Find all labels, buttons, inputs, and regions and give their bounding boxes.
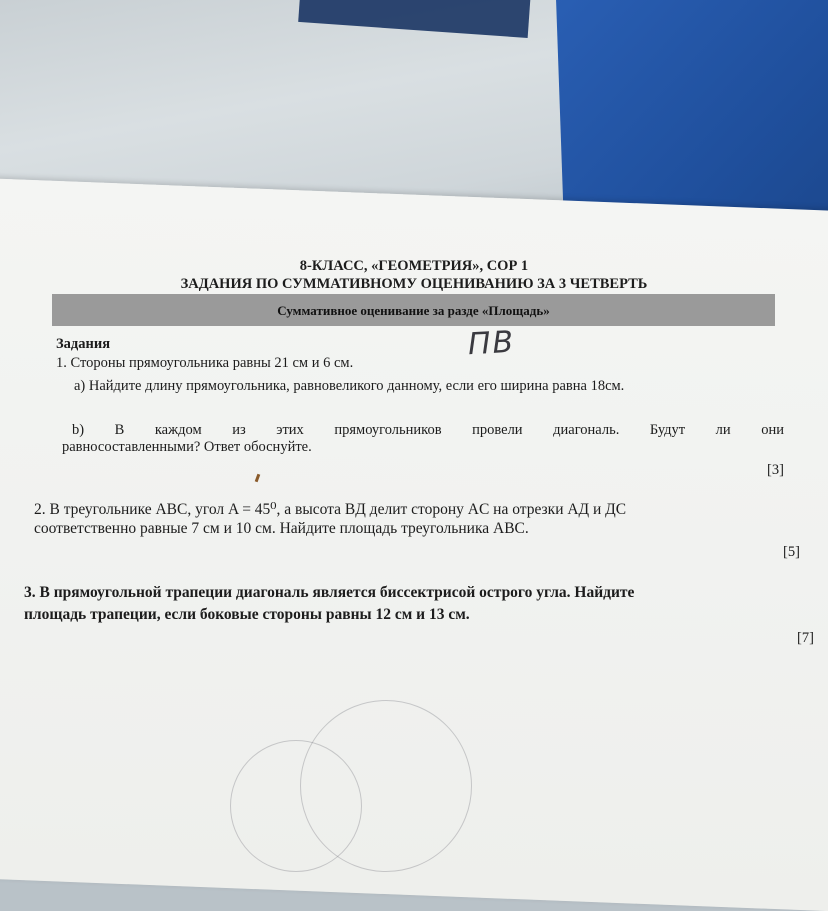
task2-line2: соответственно равные 7 см и 10 см. Найдите площадь треугольника ABC.: [34, 520, 529, 537]
task3-line1: 3. В прямоугольной трапеции диагональ является биссектрисой острого угла. Найдите: [24, 584, 635, 601]
task1-score: [3]: [767, 462, 784, 478]
task3-score: [7]: [797, 630, 814, 646]
task1-part-a: а) Найдите длину прямоугольника, равновеликого данному, если его ширина равна 18см.: [74, 378, 625, 394]
header-subtitle: ЗАДАНИЯ ПО СУММАТИВНОМУ ОЦЕНИВАНИЮ ЗА 3 ЧЕТВЕРТЬ: [180, 276, 648, 292]
task1-part-b-line1: b) В каждом из этих прямоугольников провели диагональ. Будут ли они: [72, 422, 784, 438]
pen-mark: [255, 474, 261, 483]
task3-line2: площадь трапеции, если боковые стороны равны 12 см и 13 см.: [24, 606, 470, 623]
task2-line1: 2. В треугольнике ABC, угол A = 45⁰, а высота BД делит сторону AC на отрезки AД и ДC: [34, 501, 627, 518]
handwritten-note: ΠВ: [467, 324, 517, 363]
bleed-through-arc: [230, 740, 362, 872]
task1-part-b-line2: равносоставленными? Ответ обоснуйте.: [62, 439, 312, 455]
task1-statement: 1. Стороны прямоугольника равны 21 см и 6 см.: [56, 355, 354, 371]
section-band-title: Суммативное оценивание за разде «Площадь»: [277, 303, 550, 318]
header-title: 8-КЛАСС, «ГЕОМЕТРИЯ», СОР 1: [299, 258, 529, 274]
section-label: Задания: [56, 336, 111, 352]
task2-score: [5]: [783, 544, 800, 560]
